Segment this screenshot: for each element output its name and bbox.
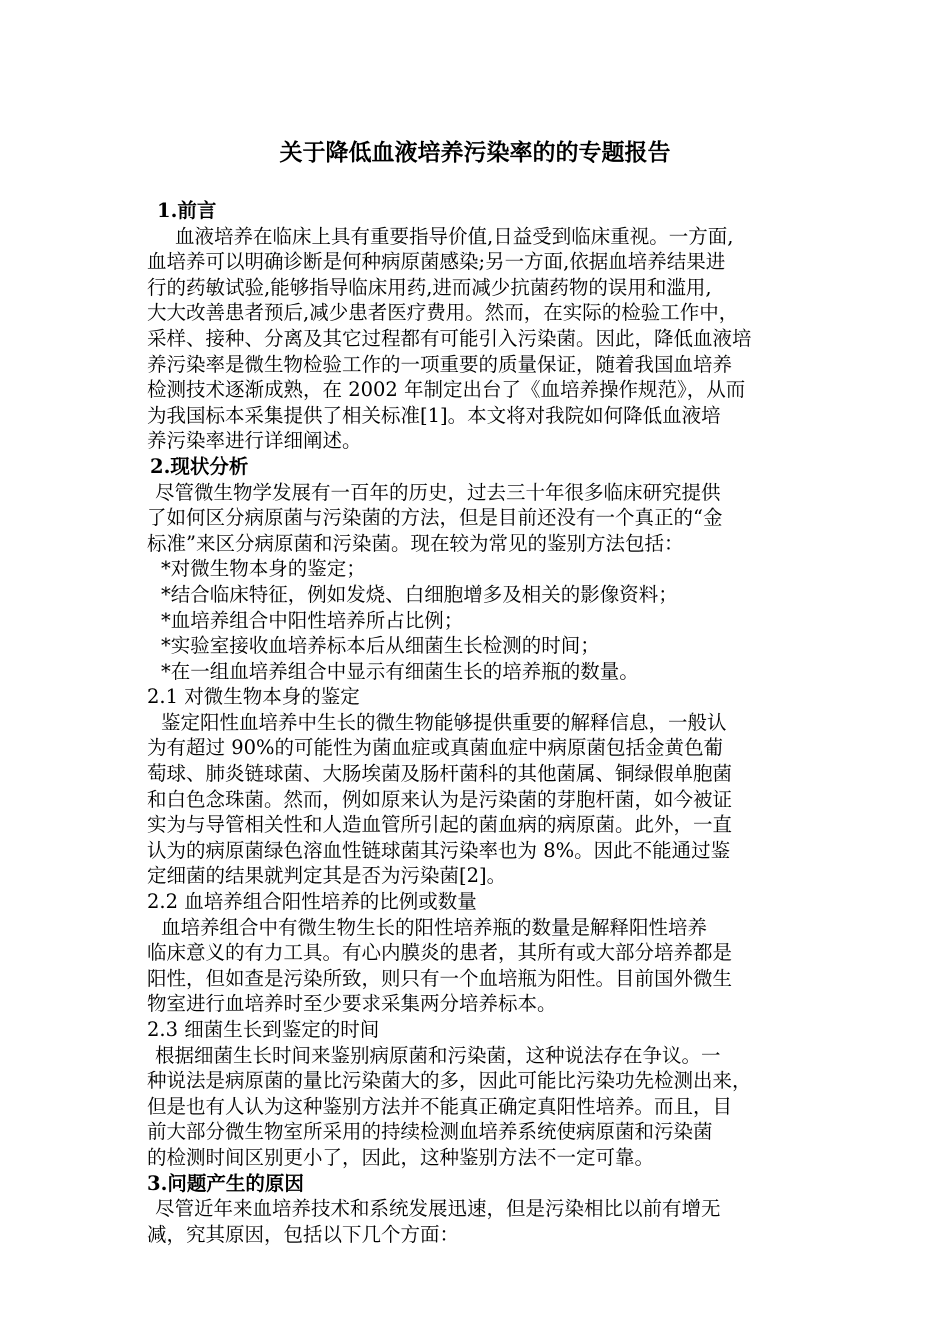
section-paragraph-preface bbox=[147, 224, 813, 454]
list-item: *实验室接收血培养标本后从细菌生长检测的时间； bbox=[161, 634, 600, 658]
text-line: 定细菌的结果就判定其是否为污染菌[2]。 bbox=[147, 864, 507, 888]
text-line: 检测技术逐渐成熟，在 2002 年制定出台了《血培养操作规范》，从而 bbox=[147, 378, 746, 402]
text-line: 了如何区分病原菌与污染菌的方法，但是目前还没有一个真正的“金 bbox=[147, 506, 723, 530]
section-paragraph-positive-ratio bbox=[147, 915, 813, 1017]
text-line: 养污染率进行详细阐述。 bbox=[147, 429, 362, 453]
section-paragraph-growth-time bbox=[147, 1043, 813, 1171]
text-line: 但是也有人认为这种鉴别方法并不能真正确定真阳性培养。而且，目 bbox=[147, 1094, 733, 1118]
list-item: *在一组血培养组合中显示有细菌生长的培养瓶的数量。 bbox=[161, 659, 639, 683]
text-line: 种说法是病原菌的量比污染菌大的多，因此可能比污染功先检测出来， bbox=[147, 1069, 752, 1093]
text-line: 采样、接种、分离及其它过程都有可能引入污染菌。因此，降低血液培 bbox=[147, 326, 752, 350]
text-line: 鉴定阳性血培养中生长的微生物能够提供重要的解释信息，一般认 bbox=[161, 710, 727, 734]
text-line: 血液培养在临床上具有重要指导价值,日益受到临床重视。一方面, bbox=[175, 224, 734, 248]
text-line: 阳性，但如查是污染所致，则只有一个血培瓶为阳性。目前国外微生 bbox=[147, 966, 733, 990]
text-line: 标准”来区分病原菌和污染菌。现在较为常见的鉴别方法包括： bbox=[147, 531, 684, 555]
text-line: 减，究其原因，包括以下几个方面： bbox=[147, 1222, 460, 1246]
text-line: 认为的病原菌绿色溶血性链球菌其污染率也为 8%。因此不能通过鉴 bbox=[147, 838, 731, 862]
text-line: 大大改善患者预后,减少患者医疗费用。然而，在实际的检验工作中， bbox=[147, 301, 739, 325]
text-line: 养污染率是微生物检验工作的一项重要的质量保证，随着我国血培养 bbox=[147, 352, 733, 376]
document-title: 关于降低血液培养污染率的的专题报告 bbox=[279, 139, 671, 166]
criteria-list bbox=[147, 556, 813, 684]
text-line: 行的药敏试验,能够指导临床用药,进而减少抗菌药物的误用和滥用, bbox=[147, 275, 712, 299]
list-item: *结合临床特征，例如发烧、白细胞增多及相关的影像资料； bbox=[161, 582, 678, 606]
document-body bbox=[147, 198, 813, 1247]
subsection-heading-positive-ratio: 2.2 血培养组合阳性培养的比例或数量 bbox=[147, 890, 477, 914]
text-line: 尽管微生物学发展有一百年的历史，过去三十年很多临床研究提供 bbox=[155, 480, 721, 504]
section-paragraph-status-analysis bbox=[147, 480, 813, 557]
text-line: 的检测时间区别更小了，因此，这种鉴别方法不一定可靠。 bbox=[147, 1145, 655, 1169]
text-line: 血培养组合中有微生物生长的阳性培养瓶的数量是解释阳性培养 bbox=[161, 915, 708, 939]
subsection-heading-growth-time: 2.3 细菌生长到鉴定的时间 bbox=[147, 1018, 380, 1041]
section-paragraph-causes bbox=[147, 1196, 813, 1247]
text-line: 前大部分微生物室所采用的持续检测血培养系统使病原菌和污染菌 bbox=[147, 1120, 713, 1144]
text-line: 和白色念珠菌。然而，例如原来认为是污染菌的芽胞杆菌，如今被证 bbox=[147, 787, 733, 811]
text-line: 血培养可以明确诊断是何种病原菌感染;另一方面,依据血培养结果进 bbox=[147, 250, 726, 274]
subsection-heading-identification: 2.1 对微生物本身的鉴定 bbox=[147, 685, 360, 709]
section-heading-status-analysis: 2.现状分析 bbox=[150, 454, 249, 478]
text-line: 萄球、肺炎链球菌、大肠埃菌及肠杆菌科的其他菌属、铜绿假单胞菌 bbox=[147, 762, 733, 786]
text-line: 实为与导管相关性和人造血管所引起的菌血病的病原菌。此外，一直 bbox=[147, 813, 733, 837]
section-paragraph-identification bbox=[147, 710, 813, 889]
section-heading-causes: 3.问题产生的原因 bbox=[147, 1171, 304, 1195]
section-heading-preface: 1.前言 bbox=[157, 199, 217, 222]
text-line: 临床意义的有力工具。有心内膜炎的患者，其所有或大部分培养都是 bbox=[147, 941, 733, 965]
text-line: 尽管近年来血培养技术和系统发展迅速，但是污染相比以前有增无 bbox=[155, 1197, 721, 1221]
list-item: *对微生物本身的鉴定； bbox=[161, 557, 366, 581]
list-item: *血培养组合中阳性培养所占比例； bbox=[161, 608, 464, 632]
text-line: 根据细菌生长时间来鉴别病原菌和污染菌，这种说法存在争议。一 bbox=[155, 1043, 721, 1067]
text-line: 物室进行血培养时至少要求采集两分培养标本。 bbox=[147, 992, 557, 1016]
text-line: 为我国标本采集提供了相关标准[1]。本文将对我院如何降低血液培 bbox=[147, 403, 721, 427]
text-line: 为有超过 90%的可能性为菌血症或真菌血症中病原菌包括金黄色葡 bbox=[147, 736, 724, 760]
